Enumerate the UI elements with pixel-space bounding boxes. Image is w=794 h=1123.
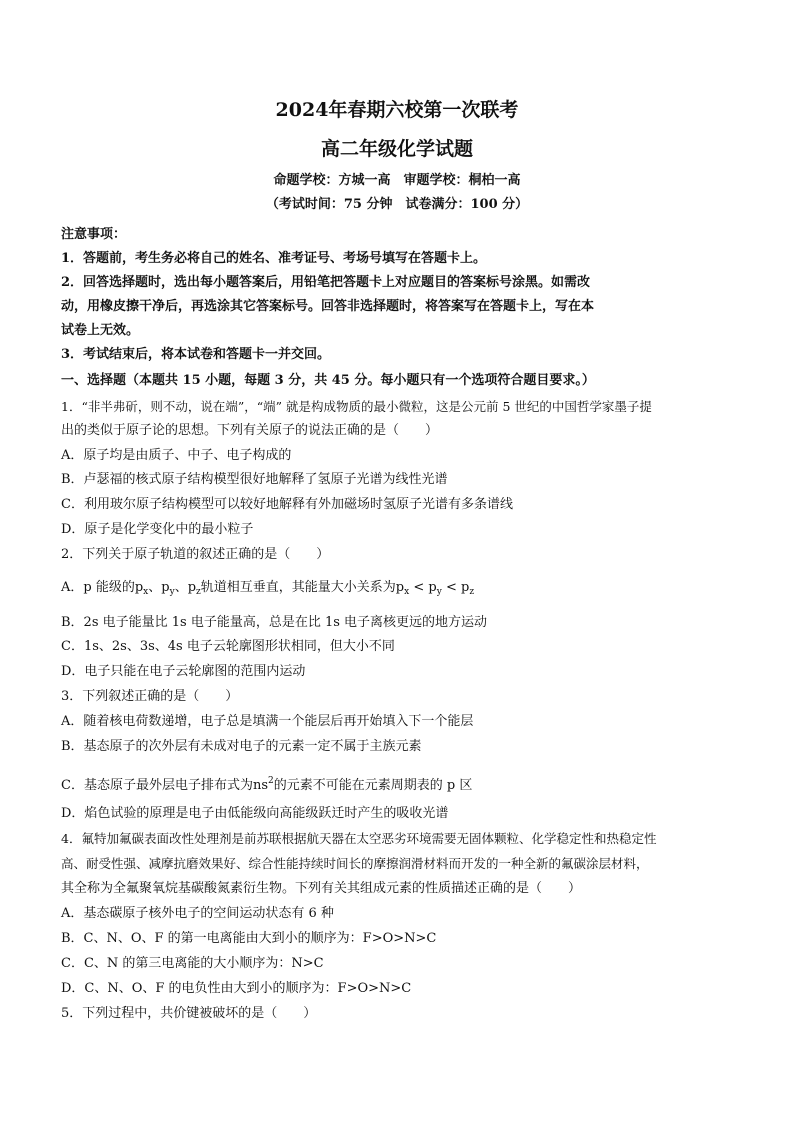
q3-option-d: D．焰色试验的原理是电子由低能级向高能级跃迁时产生的吸收光谱 — [61, 806, 449, 821]
note-1: 1．答题前，考生务必将自己的姓名、准考证号、考场号填写在答题卡上。 — [61, 251, 487, 266]
exam-title: 2024年春期六校第一次联考 — [275, 99, 519, 121]
q4-option-c: C．C、N 的第三电离能的大小顺序为：N>C — [61, 956, 324, 971]
q1-stem-line-2: 出的类似于原子论的思想。下列有关原子的说法正确的是（ ） — [61, 423, 439, 438]
q2-option-a: A．p 能级的$p_x$、$p_y$、$p_z$轨道相互垂直，其能量大小关系为$p_x < p_y < p_z$ — [61, 580, 475, 597]
q1-stem-line-1: 1．“非半弗斫，则不动，说在端”，“端” 就是构成物质的最小微粒，这是公元前 5 世纪的中国哲学家墨子提 — [61, 399, 652, 414]
q2-option-b: B．2s 电子能量比 1s 电子能量高，总是在比 1s 电子离核更远的地方运动 — [61, 615, 488, 630]
section-1-heading: 一、选择题（本题共 15 小题，每题 3 分，共 45 分。每小题只有一个选项符合题目要求。） — [61, 373, 595, 388]
q1-option-c: C．利用玻尔原子结构模型可以较好地解释有外加磁场时氢原子光谱有多条谱线 — [61, 497, 513, 512]
q5-stem: 5．下列过程中，共价键被破坏的是（ ） — [61, 1006, 317, 1021]
note-2-line-3: 试卷上无效。 — [61, 323, 140, 338]
q2-option-c: C．1s、2s、3s、4s 电子云轮廓图形状相同，但大小不同 — [61, 639, 395, 654]
q3-option-b: B．基态原子的次外层有未成对电子的元素一定不属于主族元素 — [61, 739, 422, 754]
q1-option-a: A．原子均是由质子、中子、电子构成的 — [61, 448, 292, 463]
exam-schools: 命题学校：方城一高 审题学校：桐柏一高 — [273, 173, 521, 188]
q3-option-a: A．随着核电荷数递增，电子总是填满一个能层后再开始填入下一个能层 — [61, 714, 474, 729]
exam-subtitle: 高二年级化学试题 — [320, 138, 473, 160]
q2-stem: 2．下列关于原子轨道的叙述正确的是（ ） — [61, 547, 330, 562]
q4-stem-line-2: 高、耐受性强、减摩抗磨效果好、综合性能持续时间长的摩擦润滑材料而开发的一种全新的氟碳涂层材料， — [61, 856, 649, 871]
q2-option-d: D．电子只能在电子云轮廓图的范围内运动 — [61, 664, 306, 679]
q4-stem-line-3: 其全称为全氟聚氧烷基碳酸氮素衍生物。下列有关其组成元素的性质描述正确的是（ ） — [61, 881, 582, 896]
q4-stem-line-1: 4．氟特加氟碳表面改性处理剂是前苏联根据航天器在太空恶劣环境需要无固体颗粒、化学稳定性和热稳定性 — [61, 831, 657, 846]
exam-info: （考试时间：75 分钟 试卷满分：100 分） — [265, 197, 529, 212]
note-2-line-2: 动，用橡皮擦干净后，再选涂其它答案标号。回答非选择题时，将答案写在答题卡上，写在本 — [61, 299, 595, 314]
note-3: 3．考试结束后，将本试卷和答题卡一并交回。 — [61, 347, 331, 362]
q3-stem: 3．下列叙述正确的是（ ） — [61, 689, 239, 704]
notes-heading: 注意事项： — [61, 227, 127, 242]
note-2-line-1: 2．回答选择题时，选出每小题答案后，用铅笔把答题卡上对应题目的答案标号涂黑。如需改 — [61, 275, 591, 290]
q3-option-c: C．基态原子最外层电子排布式为$ns^2$的元素不可能在元素周期表的 p 区 — [61, 776, 473, 793]
q1-option-b: B．卢瑟福的核式原子结构模型很好地解释了氢原子光谱为线性光谱 — [61, 472, 448, 487]
q4-option-d: D．C、N、O、F 的电负性由大到小的顺序为：F>O>N>C — [61, 981, 412, 996]
q4-option-b: B．C、N、O、F 的第一电离能由大到小的顺序为：F>O>N>C — [61, 931, 437, 946]
q1-option-d: D．原子是化学变化中的最小粒子 — [61, 522, 254, 537]
q4-option-a: A．基态碳原子核外电子的空间运动状态有 6 种 — [61, 906, 334, 921]
